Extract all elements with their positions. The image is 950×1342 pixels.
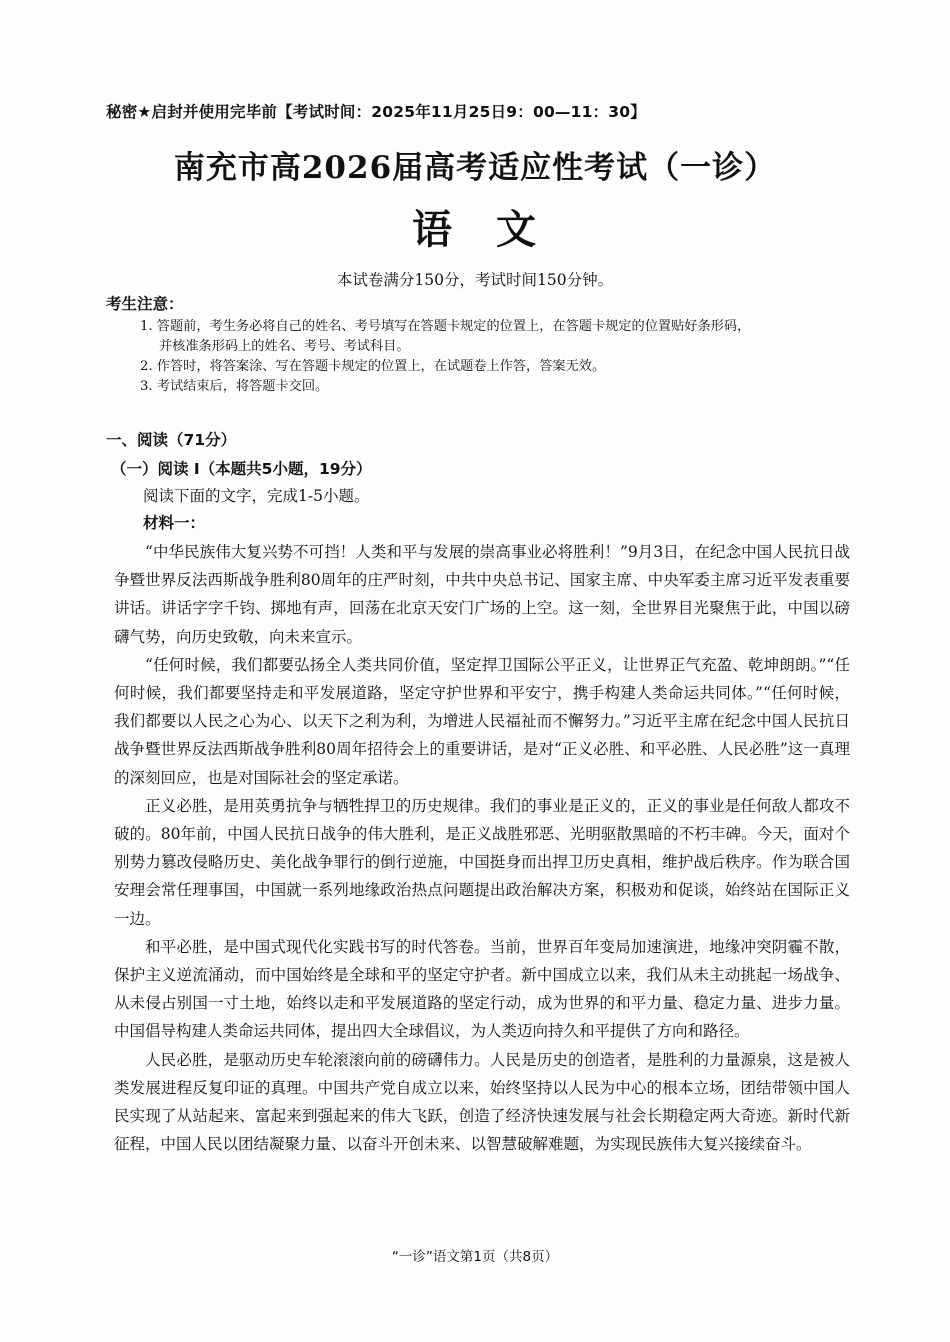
passage-paragraph: 和平必胜，是中国式现代化实践书写的时代答卷。当前，世界百年变局加速演进，地缘冲突阴霾不散，保护主义逆流涌动，而中国始终是全球和平的坚定守护者。新中国成立以来，我们从未主动挑起一场战争、从未侵占别国一寸土地，始终以走和平发展道路的坚定行动，成为世界的和平力量、稳定力量、进步力量。中国倡导构建人类命运共同体，提出四大全球倡议，为人类迈向持久和平提供了方向和路径。 — [114, 937, 850, 1041]
notice-item-3: 3. 考试结束后，将答题卡交回。 — [140, 379, 329, 394]
exam-info: 本试卷满分150分，考试时间150分钟。 — [336, 271, 614, 289]
passage-paragraph: 正义必胜，是用英勇抗争与牺牲捍卫的历史规律。我们的事业是正义的，正义的事业是任何敌人都攻不破的。80年前，中国人民抗日战争的伟大胜利，是正义战胜邪恶、光明驱散黑暗的不朽丰碑。今天，面对个别势力篡改侵略历史、美化战争罪行的倒行逆施，中国挺身而出捍卫历史真相，维护战后秩序。作为联合国安理会常任理事国，中国就一系列地缘政治热点问题提出政治解决方案，积极劝和促谈，始终站在国际正义一边。 — [114, 796, 850, 928]
confidential-exam-time-line: 秘密★启封并使用完毕前【考试时间：2025年11月25日9：00—11：30】 — [106, 103, 646, 121]
reading-instruction: 阅读下面的文字，完成1-5小题。 — [143, 487, 370, 505]
material-label: 材料一： — [143, 514, 206, 532]
passage-paragraph: “中华民族伟大复兴势不可挡！人类和平与发展的崇高事业必将胜利！”9月3日，在纪念中国人民抗日战争暨世界反法西斯战争胜利80周年的庄严时刻，中共中央总书记、国家主席、中央军委主席习近平发表重要讲话。讲话字字千钧、掷地有声，回荡在北京天安门广场的上空。这一刻，全世界目光聚焦于此，中国以磅礴气势，向历史致敬，向未来宣示。 — [114, 543, 850, 646]
reading-passage — [114, 538, 850, 1158]
page-footer: “一诊”语文第1页（共8页） — [391, 1249, 559, 1265]
notice-item-1-line-1: 1. 答题前，考生务必将自己的姓名、考号填写在答题卡规定的位置上，在答题卡规定的位置贴好条形码， — [140, 319, 751, 334]
notice-list — [140, 317, 860, 397]
notice-item-2: 2. 作答时，将答案涂、写在答题卡规定的位置上，在试题卷上作答，答案无效。 — [140, 359, 606, 374]
passage-paragraph: 人民必胜，是驱动历史车轮滚滚向前的磅礴伟力。人民是历史的创造者，是胜利的力量源泉，这是被人类发展进程反复印证的真理。中国共产党自成立以来，始终坚持以人民为中心的根本立场，团结带领中国人民实现了从站起来、富起来到强起来的伟大飞跃，创造了经济快速发展与社会长期稳定两大奇迹。新时代新征程，中国人民以团结凝聚力量、以奋斗开创未来、以智慧破解难题，为实现民族伟大复兴接续奋斗。 — [114, 1050, 850, 1154]
subject-title: 语 文 — [412, 206, 538, 253]
exam-title: 南充市高2026届高考适应性考试（一诊） — [173, 150, 777, 186]
notice-item-1-line-2: 并核准条形码上的姓名、考号、考试科目。 — [159, 339, 410, 354]
notice-heading: 考生注意： — [106, 295, 184, 313]
subsection-heading-reading-1: （一）阅读 I（本题共5小题，19分） — [111, 460, 372, 478]
passage-paragraph: “任何时候，我们都要弘扬全人类共同价值，坚定捍卫国际公平正义，让世界正气充盈、乾坤朗朗。”“任何时候，我们都要坚持走和平发展道路，坚定守护世界和平安宁，携手构建人类命运共同体。”“任何时候，我们都要以人民之心为心、以天下之利为利，为增进人民福祉而不懈努力。”习近平主席在纪念中国人民抗日战争暨世界反法西斯战争胜利80周年招待会上的重要讲话，是对“正义必胜、和平必胜、人民必胜”这一真理的深刻回应，也是对国际社会的坚定承诺。 — [114, 655, 850, 787]
section-heading-reading: 一、阅读（71分） — [106, 431, 237, 449]
